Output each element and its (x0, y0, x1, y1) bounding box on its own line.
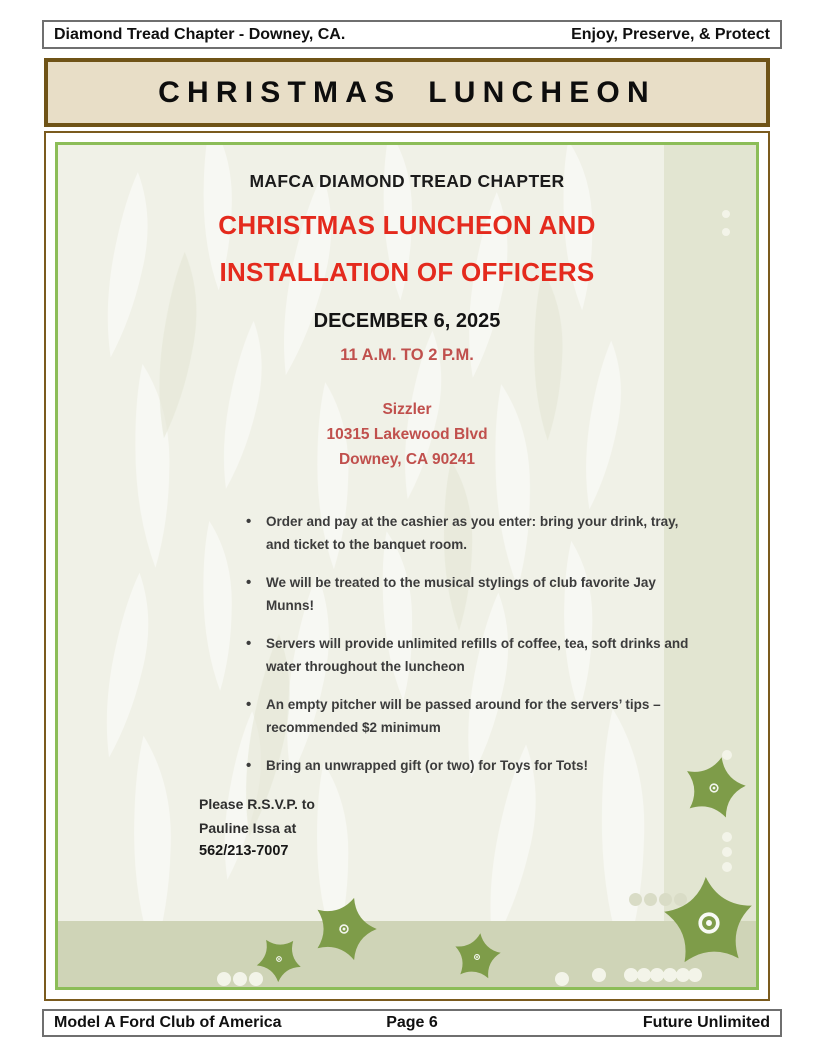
flyer-title-line1: CHRISTMAS LUNCHEON AND (218, 210, 596, 240)
organization-name: MAFCA DIAMOND TREAD CHAPTER (249, 171, 565, 191)
venue-name: Sizzler (382, 401, 432, 418)
list-item (244, 693, 696, 739)
page-footer (42, 1009, 782, 1037)
bullet-text: Servers will provide unlimited refills of coffee, tea, soft drinks and water throughout the luncheon (266, 636, 689, 674)
footer-left-text: Model A Ford Club of America (54, 1014, 282, 1031)
bullet-text: Order and pay at the cashier as you enter: bring your drink, tray, and ticket to the banquet room. (266, 514, 679, 552)
bullet-text: Bring an unwrapped gift (or two) for Toys for Tots! (266, 758, 588, 773)
footer-right-text: Future Unlimited (642, 1014, 771, 1031)
rsvp-phone-number: 562/213-7007 (199, 843, 289, 859)
flyer (55, 142, 759, 990)
flyer-content (58, 145, 756, 987)
rsvp-line1: Please R.S.V.P. to (199, 796, 315, 812)
title-banner (44, 58, 770, 127)
event-time: 11 A.M. TO 2 P.M. (340, 346, 474, 364)
flyer-frame (44, 131, 770, 1001)
list-item (244, 510, 696, 556)
flyer-title-line2: INSTALLATION OF OFFICERS (219, 257, 595, 287)
page-number: Page 6 (386, 1014, 438, 1031)
list-item (244, 754, 696, 777)
venue-address-line2: Downey, CA 90241 (338, 451, 476, 468)
header-left-text: Diamond Tread Chapter - Downey, CA. (54, 25, 346, 43)
bullet-text: We will be treated to the musical stylings of club favorite Jay Munns! (266, 575, 656, 613)
event-details-list (244, 510, 696, 777)
event-date: DECEMBER 6, 2025 (313, 310, 501, 332)
venue-address-line1: 10315 Lakewood Blvd (326, 426, 488, 443)
header-right-text: Enjoy, Preserve, & Protect (571, 25, 770, 43)
banner-title: CHRISTMAS LUNCHEON (158, 75, 656, 109)
page-header (42, 20, 782, 49)
list-item (244, 571, 696, 617)
list-item (244, 632, 696, 678)
bullet-text: An empty pitcher will be passed around for the servers’ tips – recommended $2 minimum (266, 697, 661, 735)
venue-block (58, 397, 756, 472)
rsvp-line2: Pauline Issa at (199, 819, 297, 836)
rsvp-block (199, 793, 756, 864)
